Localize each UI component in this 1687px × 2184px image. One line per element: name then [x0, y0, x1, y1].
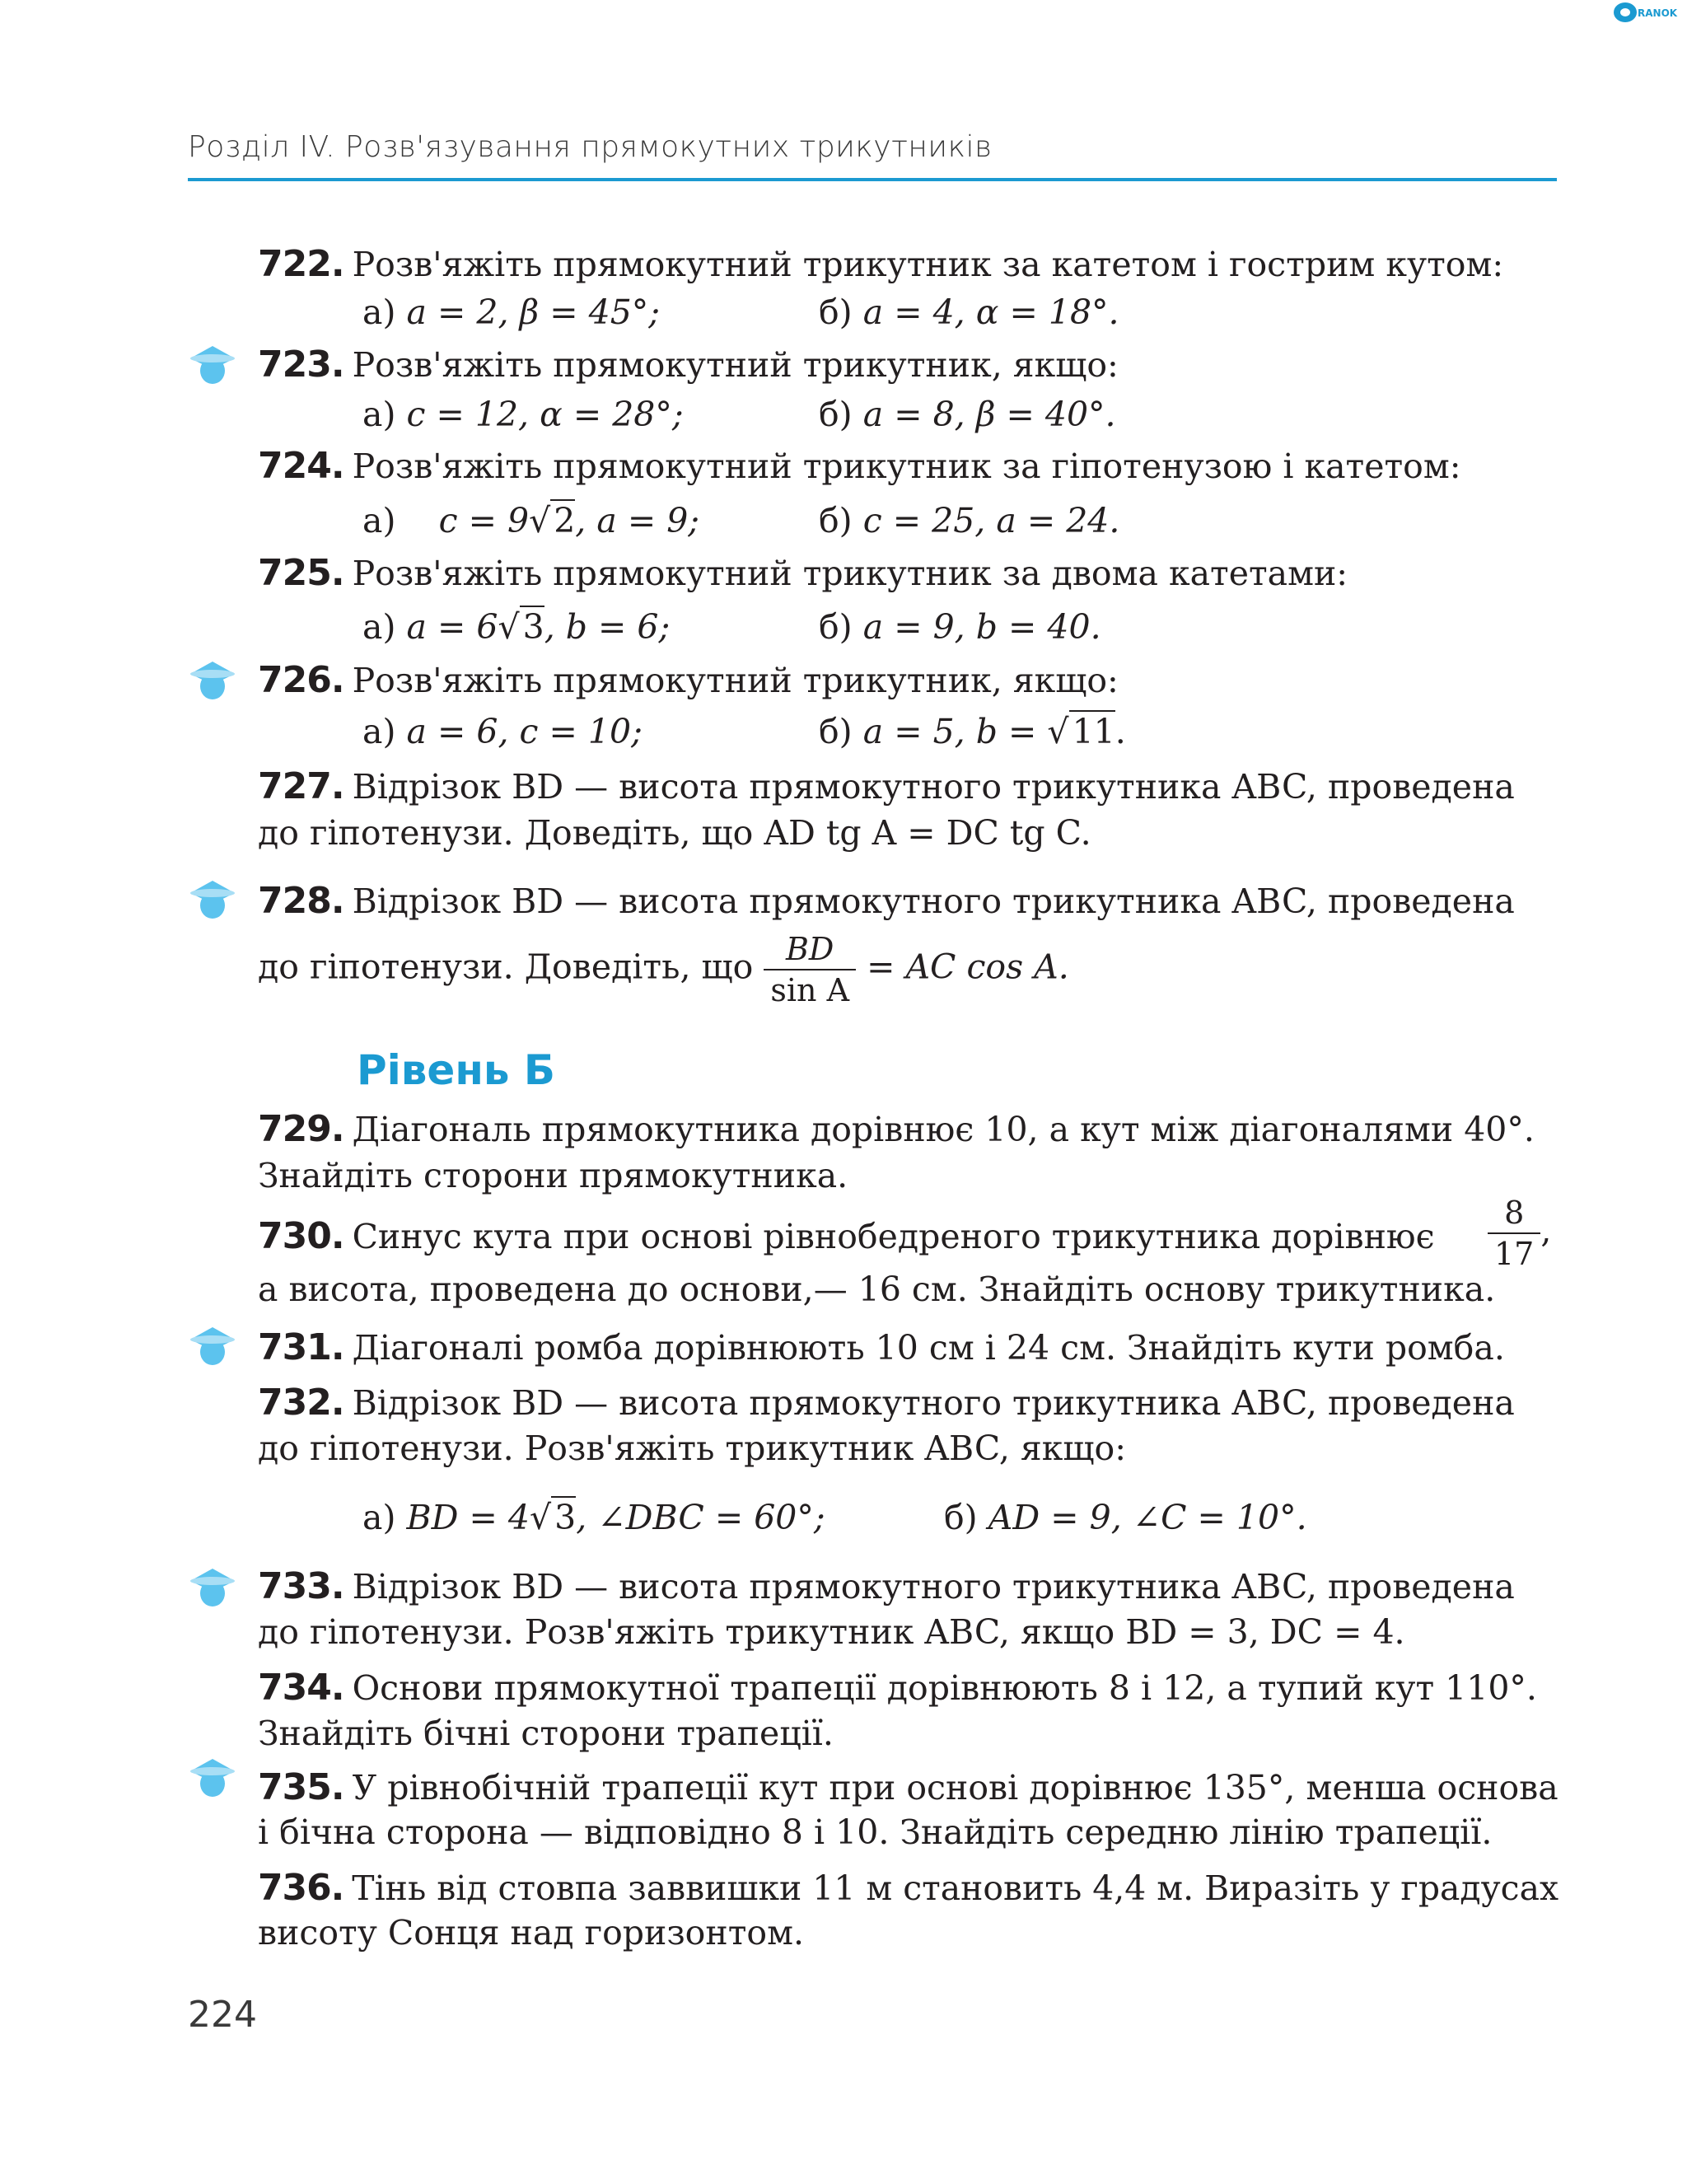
option-label: б): [819, 501, 853, 540]
problem-number: 732.: [258, 1382, 344, 1424]
problem-722-option-b: [819, 292, 1119, 332]
problem-726: [258, 659, 1119, 701]
problem-text: Знайдіть сторони прямокутника.: [258, 1156, 848, 1195]
option-expression: AD = 9, ∠C = 10°.: [988, 1498, 1307, 1537]
chapter-header: Розділ IV. Розв'язування прямокутних трикутників: [188, 130, 993, 164]
sqrt-radicand: 3: [551, 1496, 576, 1537]
problem-text: а висота, проведена до основи,— 16 см. Знайдіть основу трикутника.: [258, 1270, 1496, 1309]
problem-736: [258, 1867, 1558, 1909]
problem-732-line2: [258, 1429, 1126, 1468]
problem-732: [258, 1382, 1515, 1424]
problem-724: [258, 445, 1461, 487]
problem-728-line2: [258, 929, 1069, 1010]
problem-text: Діагоналі ромба дорівнюють 10 см і 24 см. Знайдіть кути ромба.: [352, 1328, 1505, 1368]
fraction: [764, 929, 856, 1010]
publisher-logo: [1611, 0, 1687, 25]
option-expression: a = 4, α = 18°.: [862, 292, 1119, 332]
problem-730: [258, 1215, 1435, 1257]
problem-text: Основи прямокутної трапеції дорівнюють 8 і 12, а тупий кут 110°.: [352, 1668, 1537, 1708]
problem-729: [258, 1108, 1535, 1150]
option-label: б): [819, 292, 853, 332]
option-expression: c = 9: [438, 501, 530, 540]
problem-number: 733.: [258, 1565, 344, 1607]
problem-732-option-b: [944, 1498, 1307, 1537]
fraction-numerator: BD: [764, 929, 856, 970]
problem-725-option-b: [819, 607, 1101, 647]
graduation-cap-icon: [189, 660, 236, 701]
problem-number: 725.: [258, 552, 344, 594]
problem-text: до гіпотенузи. Доведіть, що: [258, 947, 754, 987]
problem-number: 724.: [258, 445, 344, 487]
fraction: [1488, 1193, 1540, 1274]
problem-number: 729.: [258, 1108, 344, 1150]
problem-text: Відрізок BD — висота прямокутного трикутника ABC, проведена: [352, 882, 1515, 921]
problem-text: Розв'яжіть прямокутний трикутник, якщо:: [352, 345, 1119, 385]
option-expression: .: [1115, 712, 1126, 751]
option-label: б): [944, 1498, 978, 1537]
problem-text: Відрізок BD — висота прямокутного трикутника ABC, проведена: [352, 1383, 1515, 1423]
problem-725: [258, 552, 1348, 594]
graduation-cap-icon: [189, 344, 236, 386]
problem-text: Відрізок BD — висота прямокутного трикутника ABC, проведена: [352, 767, 1515, 807]
option-label: а): [362, 292, 396, 332]
problem-number: 731.: [258, 1326, 344, 1368]
problem-723-option-b: [819, 395, 1116, 434]
problem-728: [258, 880, 1515, 922]
problem-722: [258, 243, 1503, 285]
problem-734: [258, 1667, 1537, 1709]
problem-722-option-a: [362, 292, 660, 332]
problem-text: Тінь від стовпа заввишки 11 м становить 4,4 м. Виразіть у градусах: [352, 1868, 1559, 1908]
svg-text:RANOK: RANOK: [1638, 7, 1678, 19]
punctuation: ,: [1540, 1210, 1552, 1251]
problem-number: 734.: [258, 1667, 344, 1709]
option-expression: a = 8, β = 40°.: [862, 395, 1116, 434]
option-label: а): [362, 712, 396, 751]
problem-725-option-a: а) a = 6√3, b = 6;: [362, 607, 671, 647]
option-expression: a = 6, c = 10;: [406, 712, 643, 751]
option-label: а): [362, 607, 396, 647]
problem-text: до гіпотенузи. Розв'яжіть трикутник ABC, якщо:: [258, 1429, 1127, 1468]
problem-number: 723.: [258, 344, 344, 386]
option-expression: c = 12, α = 28°;: [406, 395, 684, 434]
option-expression: BD = 4: [406, 1498, 530, 1537]
header-divider: [188, 178, 1557, 181]
option-label: б): [819, 395, 853, 434]
option-label: а): [362, 1498, 396, 1537]
problem-734-line2: [258, 1714, 834, 1753]
fraction-denominator: sin A: [770, 972, 850, 1008]
option-expression: , a = 9;: [575, 501, 700, 540]
option-expression: a = 5, b =: [862, 712, 1037, 751]
problem-733-line2: [258, 1612, 1405, 1652]
problem-text: Відрізок BD — висота прямокутного трикутника ABC, проведена: [352, 1567, 1515, 1606]
problem-text: = AC cos A.: [867, 947, 1069, 987]
option-label: а): [362, 501, 396, 540]
graduation-cap-icon: [189, 1757, 236, 1798]
problem-727: [258, 765, 1515, 807]
problem-text: Розв'яжіть прямокутний трикутник за двома катетами:: [352, 554, 1348, 593]
option-expression: , ∠DBC = 60°;: [576, 1498, 825, 1537]
option-expression: , b = 6;: [544, 607, 671, 647]
problem-724-option-b: [819, 501, 1119, 540]
problem-text: Розв'яжіть прямокутний трикутник за катетом і гострим кутом:: [352, 245, 1504, 284]
option-label: б): [819, 712, 853, 751]
problem-text: У рівнобічній трапеції кут при основі дорівнює 135°, менша основа: [352, 1768, 1558, 1808]
fraction-numerator: 8: [1488, 1193, 1540, 1234]
option-expression: a = 6: [406, 607, 498, 647]
problem-number: 722.: [258, 243, 344, 285]
problem-730-line2: [258, 1270, 1495, 1309]
problem-text: висоту Сонця над горизонтом.: [258, 1913, 804, 1953]
sqrt-radicand: 2: [550, 499, 575, 540]
option-expression: a = 2, β = 45°;: [406, 292, 661, 332]
problem-726-option-b: б) a = 5, b = √11.: [819, 712, 1126, 751]
problem-text: Розв'яжіть прямокутний трикутник, якщо:: [352, 661, 1119, 700]
problem-number: 735.: [258, 1766, 344, 1808]
problem-733: [258, 1565, 1515, 1607]
sqrt-radicand: 3: [520, 606, 544, 647]
level-title: Рівень Б: [357, 1046, 556, 1094]
fraction-denominator: 17: [1494, 1236, 1535, 1272]
problem-text: до гіпотенузи. Розв'яжіть трикутник ABC, якщо BD = 3, DC = 4.: [258, 1612, 1405, 1652]
option-expression: c = 25, a = 24.: [862, 501, 1120, 540]
problem-736-line2: [258, 1913, 804, 1953]
problem-723-option-a: [362, 395, 684, 434]
sqrt-radicand: 11: [1069, 710, 1115, 751]
option-label: а): [362, 395, 396, 434]
problem-723: [258, 344, 1119, 386]
problem-text: до гіпотенузи. Доведіть, що AD tg A = DC tg C.: [258, 813, 1091, 853]
problem-727-line2: [258, 813, 1091, 853]
problem-726-option-a: [362, 712, 643, 751]
problem-731: [258, 1326, 1505, 1368]
problem-732-option-a: а) BD = 4√3, ∠DBC = 60°;: [362, 1498, 825, 1537]
problem-text: Синус кута при основі рівнобедреного трикутника дорівнює: [352, 1217, 1435, 1256]
problem-724-option-a: а) c = 9√2, a = 9;: [362, 501, 700, 540]
problem-730-fraction: [1488, 1193, 1551, 1274]
problem-text: і бічна сторона — відповідно 8 і 10. Знайдіть середню лінію трапеції.: [258, 1812, 1493, 1852]
problem-number: 730.: [258, 1215, 344, 1257]
problem-number: 727.: [258, 765, 344, 807]
problem-text: Знайдіть бічні сторони трапеції.: [258, 1714, 834, 1753]
graduation-cap-icon: [189, 1326, 236, 1367]
graduation-cap-icon: [189, 1567, 236, 1608]
option-label: б): [819, 607, 853, 647]
problem-text: Розв'яжіть прямокутний трикутник за гіпотенузою і катетом:: [352, 447, 1461, 486]
problem-735-line2: [258, 1812, 1492, 1852]
problem-729-line2: [258, 1156, 848, 1195]
problem-735: [258, 1766, 1558, 1808]
problem-number: 736.: [258, 1867, 344, 1909]
option-expression: a = 9, b = 40.: [862, 607, 1101, 647]
problem-text: Діагональ прямокутника дорівнює 10, а кут між діагоналями 40°.: [352, 1110, 1535, 1149]
problem-number: 726.: [258, 659, 344, 701]
graduation-cap-icon: [189, 879, 236, 920]
page-number: 224: [188, 1994, 257, 2036]
problem-number: 728.: [258, 880, 344, 922]
